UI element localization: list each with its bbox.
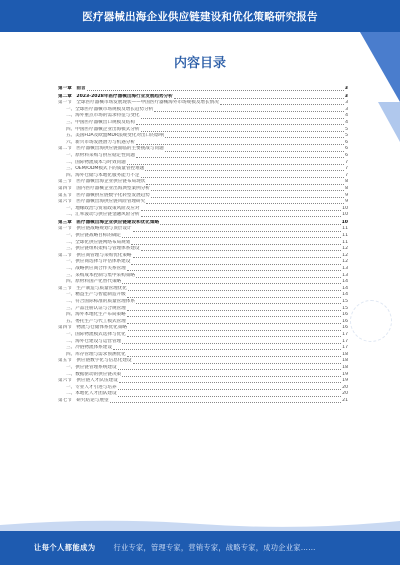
toc-entry-page: 19 <box>342 371 348 377</box>
corner-accent-decoration-small <box>378 102 400 142</box>
toc-entry-label: 四、中国医疗器械企业出海模式分析 <box>66 126 140 132</box>
toc-entry[interactable] <box>58 240 348 247</box>
toc-entry-label: 一、精益生产与智能制造升级 <box>66 292 126 298</box>
toc-entry-page: 13 <box>342 272 348 278</box>
toc-leader-dots <box>160 224 341 225</box>
toc-leader-dots <box>154 111 344 112</box>
toc-entry-label: 三、供应链组织架构与管理体系建设 <box>66 246 140 252</box>
toc-entry-page: 9 <box>345 199 348 205</box>
toc-leader-dots <box>133 257 342 258</box>
toc-entry-page: 14 <box>342 285 348 291</box>
report-header-bar <box>0 0 400 32</box>
toc-entry[interactable] <box>58 226 348 233</box>
toc-entry-label: 四、海外本地化生产布局策略 <box>66 312 126 318</box>
toc-leader-dots <box>131 244 341 245</box>
toc-entry[interactable] <box>58 86 348 93</box>
toc-entry-label: 三、中国医疗器械出口规模及结构 <box>66 119 135 125</box>
toc-entry-page: 7 <box>345 172 348 178</box>
toc-leader-dots <box>146 203 344 204</box>
toc-leader-dots <box>127 316 341 317</box>
toc-entry[interactable] <box>58 259 348 266</box>
toc-leader-dots <box>136 144 344 145</box>
toc-entry-label: 第二节 供应商管理与采购优化策略 <box>58 252 132 258</box>
toc-entry-label: 三、冷链物流体系建设 <box>66 345 112 351</box>
toc-leader-dots <box>165 151 344 152</box>
toc-leader-dots <box>110 402 342 403</box>
toc-entry[interactable] <box>58 166 348 173</box>
toc-entry-page: 17 <box>342 338 348 344</box>
toc-entry-page: 7 <box>345 166 348 172</box>
toc-entry-page: 10 <box>342 212 348 218</box>
toc-entry[interactable] <box>58 94 348 101</box>
toc-entry[interactable] <box>58 286 348 293</box>
toc-entry-label: 一、供应商选择与评估体系建设 <box>66 259 131 265</box>
toc-entry[interactable] <box>58 107 348 114</box>
toc-leader-dots <box>122 237 341 238</box>
toc-entry-page: 11 <box>342 233 348 239</box>
toc-entry[interactable] <box>58 100 348 107</box>
toc-leader-dots <box>145 170 344 171</box>
toc-entry-label: 第三节 生产制造与质量管理优化 <box>58 285 127 291</box>
toc-entry-label: 一、全球医疗器械市场规模及增长趋势分析 <box>66 106 154 112</box>
toc-entry-page: 18 <box>342 351 348 357</box>
toc-entry-label: 四、海外仓储与本地化服务能力不足 <box>66 172 140 178</box>
toc-leader-dots <box>127 310 341 311</box>
toc-entry-label: 第二节 医疗器械出海供应链面临的主要挑战与问题 <box>58 146 164 152</box>
toc-entry[interactable] <box>58 312 348 319</box>
toc-leader-dots <box>127 270 341 271</box>
toc-entry[interactable] <box>58 173 348 180</box>
toc-leader-dots <box>127 323 341 324</box>
toc-leader-dots <box>141 250 342 251</box>
toc-entry[interactable] <box>58 120 348 127</box>
toc-title: 内容目录 <box>173 56 226 71</box>
toc-entry-label: 二、汇率波动与供应链金融风险分析 <box>66 212 140 218</box>
toc-entry-label: 二、符合国际标准的质量管理体系 <box>66 299 135 304</box>
toc-entry[interactable] <box>58 212 348 219</box>
toc-entry-label: 第六节 供应链人才队伍建设 <box>58 378 118 384</box>
toc-leader-dots <box>141 177 345 178</box>
toc-leader-dots <box>133 363 342 364</box>
toc-entry[interactable] <box>58 199 348 206</box>
toc-entry-page: 7 <box>345 159 348 165</box>
toc-leader-dots <box>133 231 342 232</box>
toc-entry-page: 17 <box>342 345 348 351</box>
toc-entry[interactable] <box>58 292 348 299</box>
toc-entry-page: 4 <box>345 119 348 125</box>
footer-tagline: 行业专家，管理专家，营销专家，战略专家，成功企业家…… <box>113 543 316 552</box>
toc-entry-label: 一、国际物流模式选择与优化 <box>66 331 126 337</box>
toc-entry[interactable] <box>58 273 348 280</box>
toc-leader-dots <box>119 382 341 383</box>
toc-entry-page: 3 <box>345 106 348 112</box>
toc-entry-page: 10 <box>342 205 348 211</box>
toc-leader-dots <box>113 349 341 350</box>
toc-entry-page: 12 <box>342 252 348 258</box>
toc-entry-page: 10 <box>341 219 348 225</box>
toc-entry-page: 14 <box>342 292 348 298</box>
toc-entry[interactable] <box>58 233 348 240</box>
toc-entry[interactable] <box>58 325 348 332</box>
toc-entry-page: 11 <box>342 239 348 245</box>
toc-entry[interactable] <box>58 179 348 186</box>
toc-leader-dots <box>151 190 344 191</box>
toc-entry-label: 五、委托生产与代工模式管理 <box>66 318 126 324</box>
toc-entry-label: 第一节 全球医疗器械市场发展现状——中国医疗器械海外市场规模及增长情况 <box>58 100 219 106</box>
toc-entry[interactable] <box>58 385 348 392</box>
toc-entry[interactable] <box>58 186 348 193</box>
toc-entry-page: 18 <box>342 358 348 364</box>
toc-entry-page: 15 <box>342 305 348 311</box>
toc-leader-dots <box>136 157 344 158</box>
toc-entry[interactable] <box>58 358 348 365</box>
toc-leader-dots <box>118 369 342 370</box>
toc-leader-dots <box>141 131 345 132</box>
toc-entry[interactable] <box>58 246 348 253</box>
toc-entry-page: 17 <box>342 331 348 337</box>
toc-entry[interactable] <box>58 113 348 120</box>
toc-entry-page: 21 <box>342 397 348 403</box>
toc-entry[interactable] <box>58 160 348 167</box>
toc-entry[interactable] <box>58 391 348 398</box>
toc-leader-dots <box>141 118 345 119</box>
toc-entry-label: 一、供应链管理系统建设 <box>66 364 117 370</box>
toc-entry-page: 6 <box>345 139 348 145</box>
toc-entry-label: 第五节 医疗器械供应链数字化转型发展趋势 <box>58 192 150 198</box>
toc-entry[interactable] <box>58 339 348 346</box>
toc-entry[interactable] <box>58 266 348 273</box>
toc-entry-page: 5 <box>345 126 348 132</box>
toc-entry-label: 五、美国FDA及欧盟MDR法规变化对出口的影响 <box>66 133 165 139</box>
toc-entry-label: 二、海外重点市场的需求特征与变化 <box>66 113 140 119</box>
toc-leader-dots <box>122 376 341 377</box>
toc-leader-dots <box>151 197 344 198</box>
toc-entry[interactable] <box>58 206 348 213</box>
toc-entry-page: 20 <box>342 384 348 390</box>
toc-entry-page: 6 <box>345 146 348 152</box>
toc-leader-dots <box>118 389 342 390</box>
toc-entry-page: 5 <box>345 133 348 139</box>
toc-entry-label: 三、采购成本控制与集中采购策略 <box>66 272 135 278</box>
toc-entry-page: 16 <box>342 312 348 318</box>
toc-entry-page: 3 <box>344 93 348 99</box>
toc-leader-dots <box>87 90 344 91</box>
toc-leader-dots <box>127 336 341 337</box>
toc-entry-label: 一、原材料采购与供应稳定性问题 <box>66 152 135 158</box>
toc-leader-dots <box>128 330 341 331</box>
toc-entry-page: 18 <box>342 364 348 370</box>
toc-entry-label: 六、新兴市场发展潜力与机遇分析 <box>66 139 135 145</box>
toc-leader-dots <box>127 356 341 357</box>
toc-entry[interactable] <box>58 299 348 306</box>
toc-entry-label: 第五节 供应链数字化与信息化建设 <box>58 358 132 364</box>
toc-entry[interactable] <box>58 378 348 385</box>
toc-entry-label: 第四节 物流与仓储体系优化策略 <box>58 325 127 331</box>
toc-entry-page: 9 <box>345 192 348 198</box>
toc-leader-dots <box>122 343 341 344</box>
toc-leader-dots <box>220 104 344 105</box>
toc-leader-dots <box>136 277 341 278</box>
toc-entry[interactable] <box>58 140 348 147</box>
toc-entry-label: 二、本地化人才团队建设 <box>66 391 117 397</box>
toc-entry-label: 第七节 研究结论与展望 <box>58 397 109 403</box>
toc-entry[interactable] <box>58 352 348 359</box>
toc-entry-label: 三、产品注册认证与合规管理 <box>66 305 126 311</box>
toc-entry-page: 12 <box>342 259 348 265</box>
toc-entry-page: 12 <box>342 246 348 252</box>
toc-entry[interactable] <box>58 153 348 160</box>
toc-entry[interactable] <box>58 332 348 339</box>
toc-entry-label: 第三节 医疗器械出海企业供应链布局现状 <box>58 179 146 185</box>
toc-entry-page: 14 <box>342 279 348 285</box>
toc-entry[interactable] <box>58 306 348 313</box>
toc-entry-label: 第二章 2023-2028年医疗器械出海行业发展趋势分析 <box>58 93 173 99</box>
toc-entry-label: 一、供应链战略目标的确定 <box>66 233 122 239</box>
toc-leader-dots <box>165 137 344 138</box>
toc-leader-dots <box>136 303 341 304</box>
toc-entry-label: 三、OEM/ODM模式下的质量管控难题 <box>66 166 145 172</box>
toc-entry[interactable] <box>58 398 348 405</box>
toc-entry-page: 13 <box>342 266 348 272</box>
toc-entry-page: 16 <box>342 318 348 324</box>
toc-entry-label: 第三章 医疗器械出海企业供应链建设和优化策略 <box>58 219 160 225</box>
toc-leader-dots <box>141 216 342 217</box>
toc-entry-label: 二、战略供应商合作关系管理 <box>66 266 126 272</box>
toc-leader-dots <box>128 290 341 291</box>
toc-entry-page: 8 <box>345 185 348 191</box>
toc-entry-label: 一、专业人才引进与培养 <box>66 384 117 390</box>
toc-leader-dots <box>122 283 341 284</box>
toc-entry[interactable] <box>58 279 348 286</box>
toc-entry[interactable] <box>58 253 348 260</box>
toc-leader-dots <box>141 210 342 211</box>
toc-leader-dots <box>118 396 342 397</box>
toc-leader-dots <box>136 124 344 125</box>
toc-entry-label: 二、数据驱动的供应链决策 <box>66 371 122 377</box>
toc-entry-page: 3 <box>345 100 348 106</box>
toc-entry[interactable] <box>58 365 348 372</box>
toc-leader-dots <box>146 184 344 185</box>
toc-entry-label: 二、国际物流成本与时效问题 <box>66 159 126 165</box>
toc-entry-label: 二、海外仓建设与运营管理 <box>66 338 122 344</box>
toc-entry-label: 第一节 供应链战略规划与顶层设计 <box>58 226 132 232</box>
toc-entry-label: 四、原材料国产化替代策略 <box>66 279 122 285</box>
toc-entry-label: 第四节 国内医疗器械企业出海典型案例分析 <box>58 185 150 191</box>
toc-entry[interactable] <box>58 372 348 379</box>
toc-entry-page: 16 <box>342 325 348 331</box>
toc-entry[interactable] <box>58 319 348 326</box>
toc-entry-label: 四、库存管理与需求预测优化 <box>66 351 126 357</box>
footer-bar <box>0 531 400 565</box>
toc-entry[interactable] <box>58 193 348 200</box>
toc-entry-label: 第一章 前言 <box>58 86 86 91</box>
toc-entry-label: 一、地缘政治与贸易政策风险及应对 <box>66 205 140 211</box>
toc-entry[interactable] <box>58 127 348 134</box>
toc-entry-page: 6 <box>345 152 348 158</box>
toc-entry-page: 3 <box>344 86 348 91</box>
footer-slogan: 让每个人都能成为 <box>34 543 96 552</box>
toc-entry[interactable] <box>58 146 348 153</box>
toc-entry-page: 11 <box>342 226 348 232</box>
toc-entry[interactable] <box>58 220 348 227</box>
toc-leader-dots <box>174 98 344 99</box>
toc-entry-page: 8 <box>345 179 348 185</box>
watermark-stamp <box>350 300 392 342</box>
report-title: 医疗器械出海企业供应链建设和优化策略研究报告 <box>82 10 318 23</box>
footer-wave-decoration <box>0 517 400 531</box>
toc-entry-page: 4 <box>345 113 348 119</box>
toc-entry-page: 19 <box>342 378 348 384</box>
toc-entry[interactable] <box>58 133 348 140</box>
toc-entry[interactable] <box>58 345 348 352</box>
toc-leader-dots <box>127 297 341 298</box>
toc-entry-label: 二、全球化供应链网络布局规划 <box>66 239 131 245</box>
toc-leader-dots <box>131 264 341 265</box>
toc-entry-label: 第六节 医疗器械出海供应链风险管理研究 <box>58 199 146 205</box>
toc-entry-page: 15 <box>342 299 348 304</box>
table-of-contents <box>58 85 348 405</box>
toc-entry-page: 20 <box>342 391 348 397</box>
toc-leader-dots <box>127 164 344 165</box>
